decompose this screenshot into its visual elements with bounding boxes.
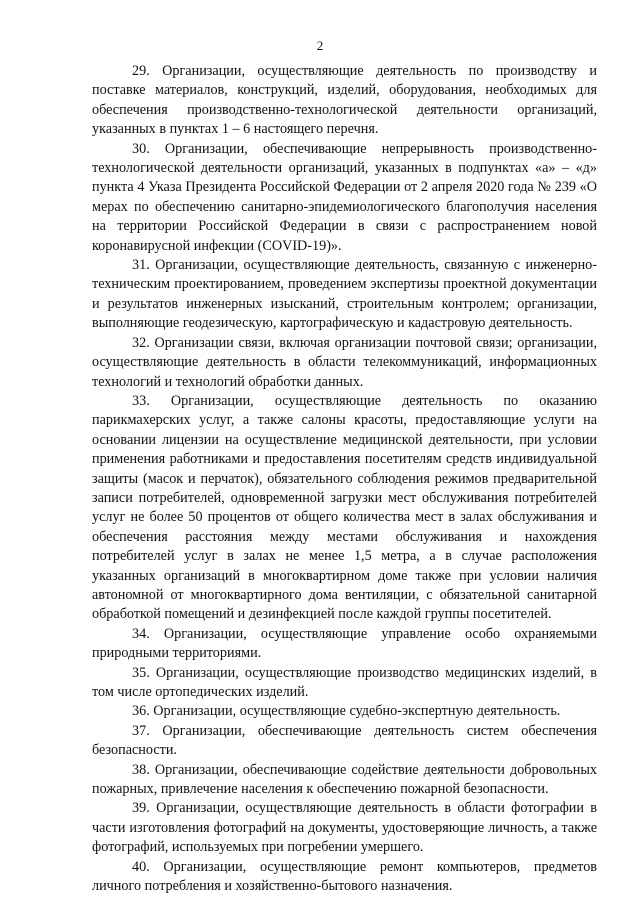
list-item-35: 35. Организации, осуществляющие производство медицинских изделий, в том числе ортопедических изделий. bbox=[92, 664, 597, 700]
list-item-38: 38. Организации, обеспечивающие содействие деятельности добровольных пожарных, привлечение населения к обеспечению пожарной безопасности. bbox=[92, 761, 597, 798]
list-item-30: 30. Организации, обеспечивающие непрерывность производственно-технологической деятельности организаций, указанных в подпунктах «а» – «д» пункта 4 Указа Президента Российской Федерации от 2 апреля 2020 года № 239 «О мерах по обеспечению санитарно-эпидемиологического благополучия населения на территории Российской Федерации в связи с распространением новой коронавирусной инфекции (COVID-19)». bbox=[92, 140, 597, 254]
list-item-33: 33. Организации, осуществляющие деятельность по оказанию парикмахерских услуг, а также салоны красоты, предоставляющие услуги на основании лицензии на осуществление медицинской деятельности, при условии применения работниками и предоставления посетителям средств индивидуальной защиты (масок и перчаток), обязательного соблюдения режимов предварительной записи потребителей, одновременной загрузки мест обслуживания потребителей услуг не более 50 процентов от общего количества мест в залах обслуживания и обеспечения расстояния между местами обслуживания и нахождения потребителей услуг в залах не менее 1,5 метра, а в случае расположения указанных организаций в многоквартирном доме также при условии наличия автономной от многоквартирного дома вентиляции, с обязательной санитарной обработкой помещений и дезинфекцией после каждой группы посетителей. bbox=[92, 392, 597, 623]
list-item-31: 31. Организации, осуществляющие деятельность, связанную с инженерно-техническим проектированием, проведением экспертизы проектной документации и результатов инженерных изысканий, строительным контролем; организации, выполняющие геодезическую, картографическую и кадастровую деятельность. bbox=[92, 257, 597, 332]
list-item-32: 32. Организации связи, включая организации почтовой связи; организации, осуществляющие деятельность в области телекоммуникаций, информационных технологий и технологий обработки данных. bbox=[92, 334, 597, 390]
list-item-29: 29. Организации, осуществляющие деятельность по производству и поставке материалов, конструкций, изделий, оборудования, необходимых для обеспечения производственно-технологической деятельности организаций, указанных в пунктах 1 – 6 настоящего перечня. bbox=[92, 63, 597, 138]
page-number: 2 bbox=[316, 38, 324, 53]
list-item-39: 39. Организации, осуществляющие деятельность в области фотографии в части изготовления фотографий на документы, удостоверяющие личность, а также фотографий, используемых при погребении умершего. bbox=[92, 800, 597, 856]
document-body bbox=[92, 62, 597, 896]
list-item-37: 37. Организации, обеспечивающие деятельность систем обеспечения безопасности. bbox=[92, 722, 597, 759]
list-item-36: 36. Организации, осуществляющие судебно-экспертную деятельность. bbox=[132, 703, 561, 720]
list-item-40: 40. Организации, осуществляющие ремонт компьютеров, предметов личного потребления и хозяйственно-бытового назначения. bbox=[92, 858, 597, 895]
list-item-34: 34. Организации, осуществляющие управление особо охраняемыми природными территориями. bbox=[92, 625, 597, 662]
